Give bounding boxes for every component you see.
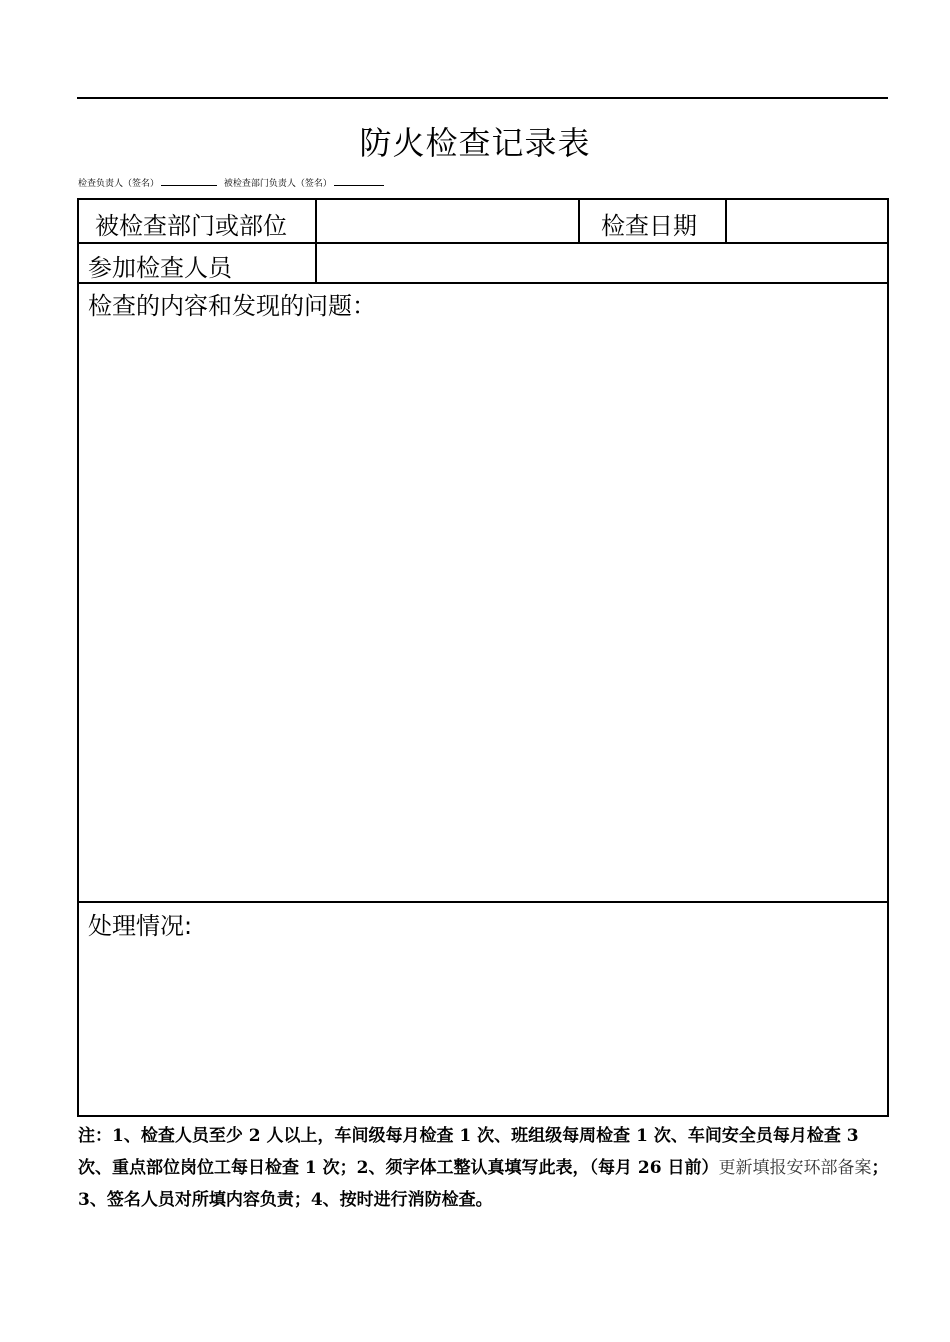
date-label: 检查日期	[601, 212, 697, 240]
form-footnote	[78, 1120, 890, 1216]
dept-head-signature-field[interactable]	[334, 177, 384, 186]
content-input[interactable]	[79, 320, 887, 900]
row-divider-3	[79, 901, 887, 903]
inspector-signature-field[interactable]	[161, 177, 217, 186]
page-title: 防火检查记录表	[359, 124, 591, 162]
handling-label: 处理情况:	[88, 912, 193, 940]
header-rule	[77, 97, 888, 99]
participants-input[interactable]	[317, 244, 887, 282]
dept-head-signature-label: 被检查部门负责人（签名）	[223, 179, 332, 189]
dept-input[interactable]	[317, 200, 578, 242]
inspector-signature-label: 检查负责人（签名）	[78, 179, 160, 189]
date-input[interactable]	[727, 200, 887, 242]
inspection-form-table	[77, 198, 889, 1117]
participants-label: 参加检查人员	[88, 254, 232, 282]
content-label: 检查的内容和发现的问题：	[88, 292, 376, 320]
col-divider-2	[578, 200, 580, 244]
dept-label: 被检查部门或部位	[95, 212, 287, 240]
handling-input[interactable]	[79, 940, 887, 1115]
footnote-part-2: 更新填报安环部备案	[718, 1158, 872, 1178]
footnote-part-3: ；3、签名人员对所填内容负责；4、按时进行消防检查。	[78, 1158, 889, 1210]
footnote-part-1: 注：1、检查人员至少 2 人以上，车间级每月检查 1 次、班组级每周检查 1 次、车间安全员每月检查 3 次、重点部位岗位工每日检查 1 次；2、须字体工整认真填写此表，（每月 26 日前）	[78, 1126, 859, 1178]
signature-line	[78, 176, 388, 189]
